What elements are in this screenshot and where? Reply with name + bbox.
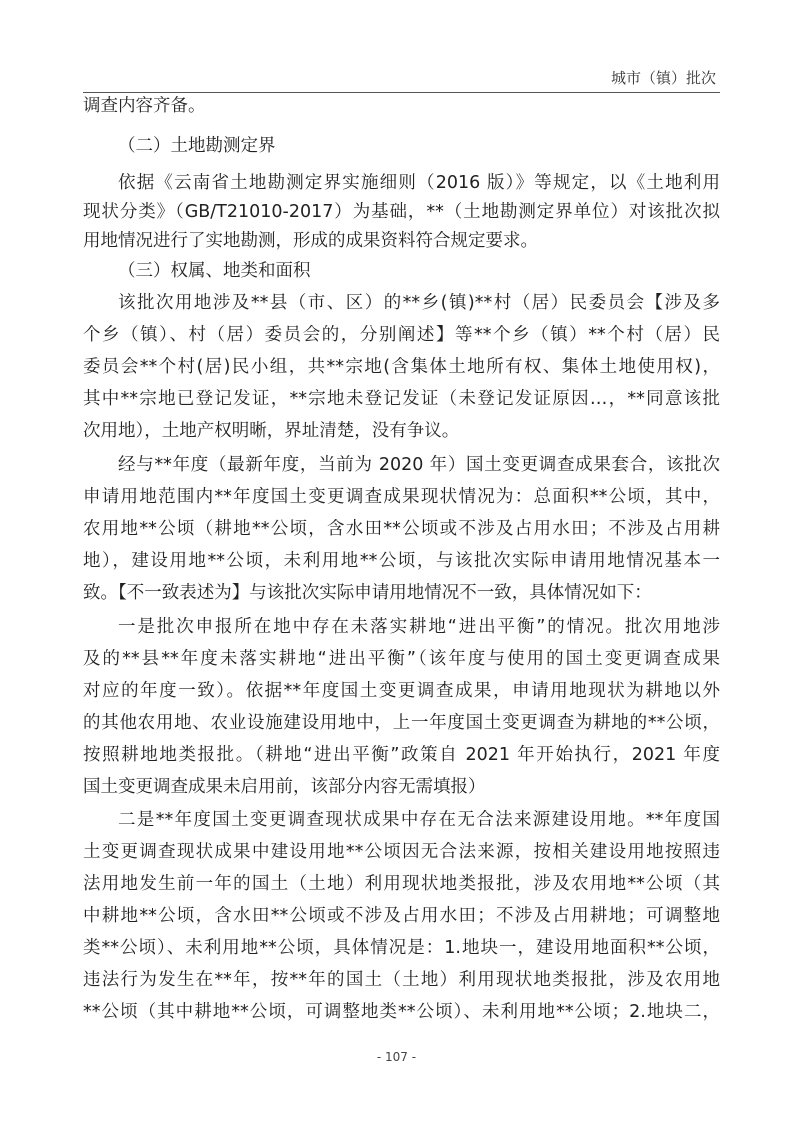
body-line: 农用地**公顷（耕地**公顷，含水田**公顷或不涉及占用水田；不涉及占用耕: [83, 519, 720, 539]
body-line: 次用地），土地产权明晰，界址清楚，没有争议。: [83, 421, 460, 441]
section-heading: （三）权属、地类和面积: [118, 261, 311, 281]
body-line: 二是**年度国土变更调查现状成果中存在无合法来源建设用地。**年度国: [118, 810, 720, 830]
body-line: 用地情况进行了实地勘测，形成的成果资料符合规定要求。: [83, 231, 538, 251]
body-line: 对应的年度一致）。依据**年度国土变更调查成果，申请用地现状为耕地以外: [83, 681, 720, 701]
body-line: **公顷（其中耕地**公顷，可调整地类**公顷）、未利用地**公顷；2.地块二，: [83, 1002, 720, 1022]
body-line: 一是批次申报所在地中存在未落实耕地“进出平衡”的情况。批次用地涉: [118, 617, 720, 637]
body-line: 法用地发生前一年的国土（土地）利用现状地类报批，涉及农用地**公顷（其: [83, 874, 720, 894]
body-line: 委员会**个村(居)民小组，共**宗地(含集体土地所有权、集体土地使用权)，: [83, 357, 720, 377]
body-line: 申请用地范围内**年度国土变更调查成果现状情况为：总面积**公顷，其中，: [83, 487, 720, 507]
body-line: 违法行为发生在**年，按**年的国土（土地）利用现状地类报批，涉及农用地: [83, 970, 720, 990]
body-line: 类**公顷）、未利用地**公顷，具体情况是：1.地块一，建设用地面积**公顷，: [83, 938, 720, 958]
body-line: 经与**年度（最新年度，当前为 2020 年）国土变更调查成果套合，该批次: [118, 455, 720, 475]
body-line: 个乡（镇）、村（居）委员会的，分别阐述】等**个乡（镇）**个村（居）民: [83, 325, 720, 345]
body-line: 其中**宗地已登记发证，**宗地未登记发证（未登记发证原因…，**同意该批: [83, 389, 720, 409]
body-line: 该批次用地涉及**县（市、区）的**乡(镇)**村（居）民委员会【涉及多: [118, 293, 720, 313]
body-line: 按照耕地地类报批。（耕地“进出平衡”政策自 2021 年开始执行，2021 年度: [83, 745, 720, 765]
page-number: - 107 -: [376, 1050, 417, 1064]
body-line: 国土变更调查成果未启用前，该部分内容无需填报）: [83, 777, 486, 797]
body-line: 土变更调查现状成果中建设用地**公顷因无合法来源，按相关建设用地按照违: [83, 842, 720, 862]
body-line: 的其他农用地、农业设施建设用地中，上一年度国土变更调查为耕地的**公顷，: [83, 713, 720, 733]
body-line: 地），建设用地**公顷，未利用地**公顷，与该批次实际申请用地情况基本一: [83, 551, 720, 571]
body-line: 依据《云南省土地勘测定界实施细则（2016 版）》等规定，以《土地利用: [118, 173, 720, 193]
body-line: 现状分类》（GB/T21010-2017）为基础，**（土地勘测定界单位）对该批次拟: [83, 202, 720, 222]
body-line: 调查内容齐备。: [83, 96, 206, 116]
body-line: 中耕地**公顷，含水田**公顷或不涉及占用水田；不涉及占用耕地；可调整地: [83, 906, 720, 926]
running-header-title: 城市（镇）批次: [610, 69, 716, 87]
body-line: 及的**县**年度未落实耕地“进出平衡”（该年度与使用的国土变更调查成果: [83, 649, 720, 669]
section-heading: （二）土地勘测定界: [118, 136, 276, 156]
header-rule: [83, 92, 720, 93]
body-line: 致。【不一致表述为】与该批次实际申请用地情况不一致，具体情况如下：: [83, 583, 652, 603]
